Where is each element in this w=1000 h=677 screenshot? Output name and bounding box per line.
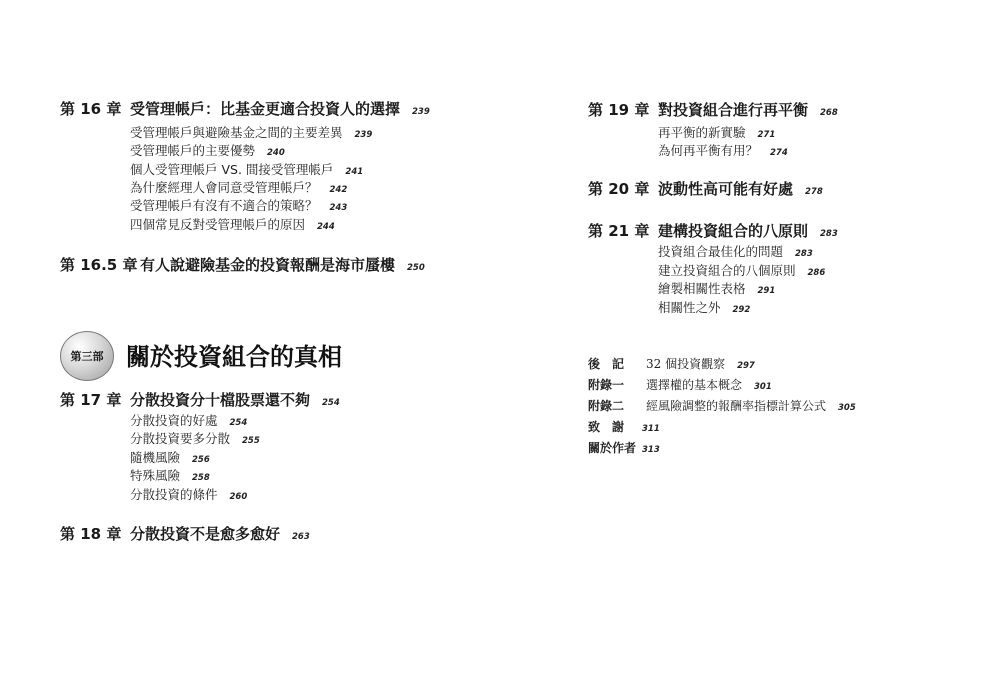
toc-item — [130, 178, 347, 196]
chapter-18-heading — [60, 523, 310, 544]
toc-item-text: 受管理帳戶有沒有不適合的策略？ — [130, 198, 318, 213]
page-number: 292 — [732, 305, 751, 315]
backmatter-label: 致 謝 — [588, 420, 625, 434]
page-number: 243 — [329, 203, 348, 213]
page-number: 254 — [229, 418, 248, 428]
part-badge-label: 第三部 — [70, 350, 104, 363]
toc-item — [130, 485, 247, 503]
toc-item — [130, 466, 210, 484]
chapter-title: 分散投資分十檔股票還不夠 — [130, 391, 311, 409]
page-number: 313 — [642, 445, 660, 455]
toc-item — [130, 215, 335, 233]
part-title: 關於投資組合的真相 — [126, 342, 342, 371]
chapter-title: 分散投資不是愈多愈好 — [130, 525, 281, 543]
page-number: 244 — [317, 222, 335, 232]
toc-item-text: 受管理帳戶與避險基金之間的主要差異 — [130, 125, 343, 140]
chapter-title: 對投資組合進行再平衡 — [658, 101, 809, 119]
page-number: 260 — [229, 492, 248, 502]
toc-item-text: 繪製相關性表格 — [658, 281, 746, 296]
page-number: 256 — [192, 455, 210, 465]
page-number: 297 — [737, 361, 755, 371]
page-number: 274 — [770, 148, 788, 158]
toc-item — [130, 448, 210, 466]
page-number: 239 — [354, 130, 373, 140]
toc-item — [130, 123, 372, 141]
page-number: 268 — [820, 108, 838, 118]
backmatter-label: 後 記 — [588, 357, 625, 371]
page-number: 283 — [820, 229, 838, 239]
toc-item-text: 四個常見反對受管理帳戶的原因 — [130, 217, 306, 232]
chapter-17-heading — [60, 389, 340, 410]
page-number: 241 — [345, 167, 364, 177]
toc-item-text: 隨機風險 — [130, 450, 181, 465]
backmatter-appendix-2 — [588, 397, 856, 414]
toc-item-text: 相關性之外 — [658, 300, 721, 315]
chapter-number: 第 16 章 — [60, 100, 122, 118]
chapter-title: 建構投資組合的八原則 — [658, 222, 809, 240]
toc-item-text: 為什麼經理人會同意受管理帳戶？ — [130, 180, 318, 195]
toc-item — [130, 411, 247, 429]
backmatter-afterword — [588, 355, 755, 372]
page-number: 255 — [242, 436, 260, 446]
toc-item — [658, 298, 750, 316]
toc-item — [658, 261, 825, 279]
backmatter-appendix-1 — [588, 376, 772, 393]
backmatter-label: 附錄一 — [588, 378, 625, 392]
backmatter-text: 選擇權的基本概念 — [646, 378, 743, 392]
page-number: 291 — [757, 286, 776, 296]
toc-item-text: 受管理帳戶的主要優勢 — [130, 143, 256, 158]
chapter-number: 第 17 章 — [60, 391, 122, 409]
page-number: 301 — [754, 382, 772, 392]
toc-item-text: 個人受管理帳戶 VS. 間接受管理帳戶 — [130, 162, 334, 177]
page-number: 250 — [407, 263, 425, 273]
chapter-20-heading — [588, 178, 823, 199]
toc-item-text: 特殊風險 — [130, 468, 181, 483]
backmatter-label: 關於作者 — [588, 441, 637, 455]
backmatter-acknowledgements — [588, 418, 660, 435]
backmatter-text: 經風險調整的報酬率指標計算公式 — [646, 399, 827, 413]
toc-item-text: 分散投資要多分散 — [130, 431, 231, 446]
page-number: 263 — [292, 532, 310, 542]
page-number: 239 — [412, 107, 430, 117]
chapter-number: 第 18 章 — [60, 525, 122, 543]
toc-item-text: 投資組合最佳化的問題 — [658, 244, 784, 259]
backmatter-about-author — [588, 439, 660, 456]
chapter-number: 第 20 章 — [588, 180, 650, 198]
page-number: 258 — [192, 473, 210, 483]
toc-item — [130, 160, 363, 178]
toc-item-text: 分散投資的好處 — [130, 413, 218, 428]
toc-item-text: 為何再平衡有用？ — [658, 143, 759, 158]
toc-item — [658, 242, 813, 260]
toc-item-text: 分散投資的條件 — [130, 487, 218, 502]
part-badge — [60, 331, 114, 381]
backmatter-label: 附錄二 — [588, 399, 625, 413]
chapter-title: 受管理帳戶：比基金更適合投資人的選擇 — [130, 100, 401, 118]
chapter-title: 有人說避險基金的投資報酬是海市蜃樓 — [140, 256, 396, 274]
toc-item — [658, 279, 775, 297]
chapter-number: 第 21 章 — [588, 222, 650, 240]
page-number: 242 — [329, 185, 348, 195]
page-number: 311 — [642, 424, 660, 434]
toc-item-text: 建立投資組合的八個原則 — [658, 263, 796, 278]
toc-item — [658, 141, 788, 159]
chapter-title: 波動性高可能有好處 — [658, 180, 794, 198]
chapter-21-heading — [588, 220, 838, 241]
chapter-number: 第 16.5 章 — [60, 256, 138, 274]
page-number: 283 — [795, 249, 813, 259]
toc-item — [130, 429, 260, 447]
page-number: 240 — [267, 148, 285, 158]
backmatter-text: 32 個投資觀察 — [646, 357, 726, 371]
toc-item — [658, 123, 775, 141]
chapter-16-heading — [60, 98, 430, 119]
chapter-19-heading — [588, 99, 838, 120]
page-number: 278 — [805, 187, 823, 197]
toc-item-text: 再平衡的新實驗 — [658, 125, 746, 140]
page-number: 286 — [807, 268, 826, 278]
page-number: 254 — [322, 398, 340, 408]
toc-item — [130, 141, 285, 159]
page-number: 305 — [838, 403, 856, 413]
chapter-16-5-heading — [60, 254, 425, 275]
toc-item — [130, 196, 347, 214]
page-number: 271 — [757, 130, 776, 140]
chapter-number: 第 19 章 — [588, 101, 650, 119]
